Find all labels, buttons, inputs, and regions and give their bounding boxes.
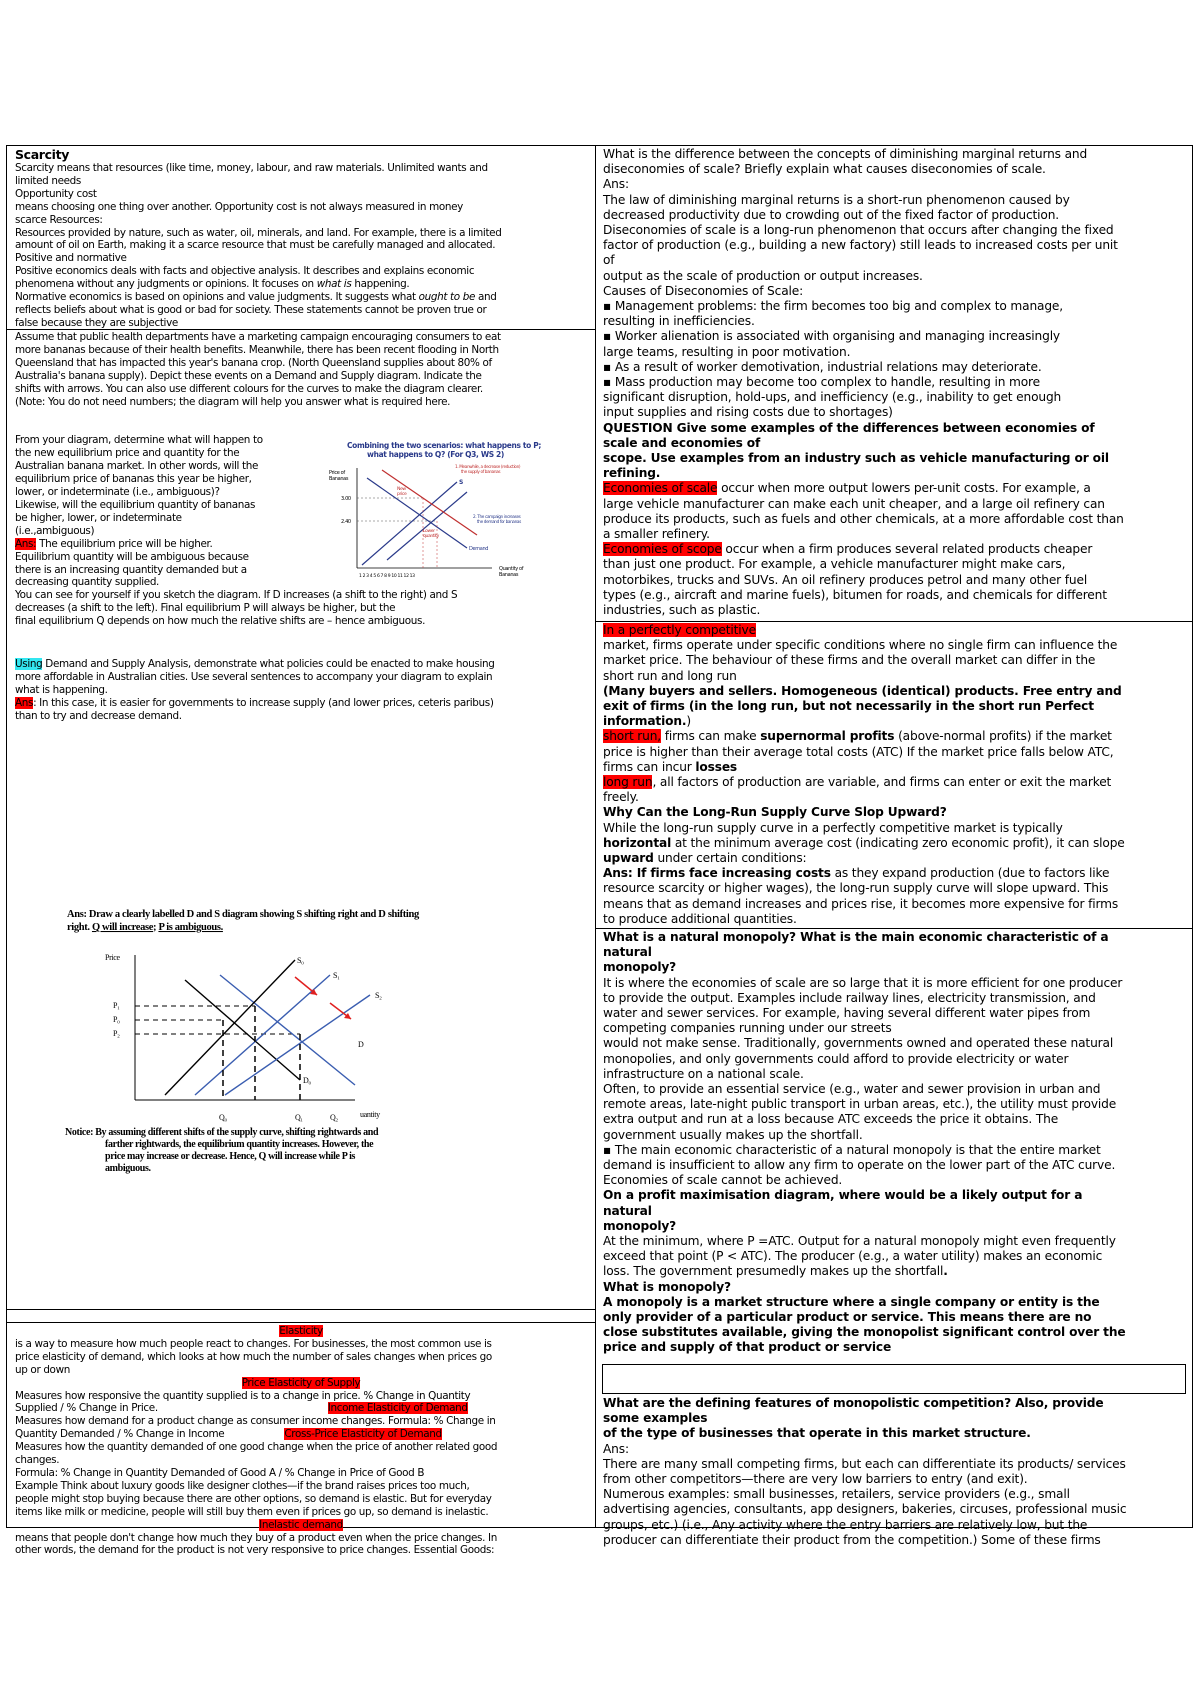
question-heading: On a profit maximisation diagram, where would be a likely output for a [603, 1188, 1083, 1203]
elasticity-block [7, 1322, 595, 1557]
text-line: Equilibrium quantity will be ambiguous because [15, 550, 249, 563]
question-heading: What is monopoly? [603, 1279, 731, 1294]
text-line: significant disruption, hold-ups, and inefficiency (e.g., inability to get enough [603, 390, 1062, 405]
text-line: limited needs [15, 174, 81, 187]
text-line: up or down [15, 1363, 70, 1376]
text-line: Ans: In this case, it is easier for governments to increase supply (and lower prices, ceteris paribus) [15, 696, 494, 709]
text-line: Example Think about luxury goods like designer clothes—if the brand raises prices too much, [15, 1479, 470, 1492]
using-highlight: Using [15, 658, 43, 671]
svg-text:Q₁: Q₁ [295, 1113, 303, 1122]
svg-text:quantity: quantity [423, 534, 439, 539]
text-line: Australia's banana supply). Depict these events on a Demand and Supply diagram. Indicate the [15, 369, 482, 382]
supply-demand-section [7, 329, 595, 1322]
text-line: monopolies, and only governments could afford to provide electricity or water [603, 1051, 1069, 1066]
text-line: there is an increasing quantity demanded but a [15, 563, 247, 576]
text-line: from other competitors—there are very low barriers to entry (and exit). [603, 1472, 1028, 1487]
text-line: remote areas, late-night public transport in urban areas, etc.), the utility must provide [603, 1097, 1117, 1112]
natural-monopoly-section [596, 928, 1192, 1362]
text-line: Queensland that has impacted this year's banana crop. (North Queensland supplies about 80% of [15, 356, 492, 369]
bold-line: only provider of a particular product or service. This means there are no [603, 1310, 1092, 1325]
text-line: Positive economics deals with facts and objective analysis. It describes and explains economic [15, 265, 475, 278]
text-line: what is happening. [15, 683, 108, 696]
bold-line: (Many buyers and sellers. Homogeneous (identical) products. Free entry and [603, 683, 1122, 698]
text-line: water and sewer services. For example, having several different water pipes from [603, 1006, 1091, 1021]
question-heading: refining. [603, 466, 661, 481]
notes-page [6, 145, 1193, 1557]
text-line: scarce Resources: [15, 213, 103, 226]
text-line: Ans: [603, 177, 629, 192]
question-heading: of the type of businesses that operate in this market structure. [603, 1426, 1031, 1441]
text-line: other words, the demand for the product is not very responsive to price changes. Essential Goods: [15, 1544, 495, 1557]
monopolistic-competition-section [596, 1396, 1192, 1596]
text-line: market price. The behaviour of these firms and the overall market can differ in the [603, 653, 1096, 668]
short-run-label: short run, [603, 729, 662, 744]
text-line: Economies of scale cannot be achieved. [603, 1173, 843, 1188]
text-line: Measures how responsive the quantity supplied is to a change in price. % Change in Quantity [15, 1389, 471, 1402]
text-line: Often, to provide an essential service (e.g., water and sewer provision in urban and [603, 1082, 1101, 1097]
text-line: the new equilibrium price and quantity for the [15, 447, 240, 460]
text-line: competing companies running under our streets [603, 1021, 892, 1036]
text-line: It is where the economies of scale are so large that it is more efficient for one producer [603, 975, 1123, 990]
text-line: Economies of scope occur when a firm produces several related products cheaper [603, 542, 1093, 557]
bold-line: exit of firms (in the long run, but not necessarily in the short run Perfect [603, 699, 1094, 714]
text-line: means choosing one thing over another. Opportunity cost is not always measured in money [15, 200, 463, 213]
text-line: From your diagram, determine what will happen to [15, 434, 263, 447]
text-line: extra output and run at a loss because ATC exceeds the price it obtains. The [603, 1112, 1059, 1127]
text-line: horizontal at the minimum average cost (indicating zero economic profit), it can slope [603, 835, 1125, 850]
text-line: factor of production (e.g., building a new factory) still leads to increased costs per unit [603, 238, 1118, 253]
text-line: Ans: If firms face increasing costs as they expand production (due to factors like [603, 866, 1110, 881]
text-line: more affordable in Australian cities. Use several sentences to accompany your diagram to explain [15, 670, 493, 683]
text-line: items like milk or medicine, people will still buy them even if prices go up, so demand is inelastic. [15, 1505, 489, 1518]
xed-title: Cross-Price Elasticity of Demand [284, 1428, 442, 1441]
text-line: diseconomies of scale? Briefly explain what causes diseconomies of scale. [603, 162, 1046, 177]
text-line: (Note: You do not need numbers; the diagram will help you answer what is required here. [15, 395, 451, 408]
economies-of-scale-label: Economies of scale [603, 481, 718, 496]
positive-normative-heading: Positive and normative [15, 252, 127, 265]
text-line: Measures how the quantity demanded of one good change when the price of another related good [15, 1441, 498, 1454]
text-line: motorbikes, trucks and SUVs. An oil refinery produces petrol and many other fuel [603, 572, 1088, 587]
text-line: short run and long run [603, 668, 737, 683]
bold-line: price and supply of that product or service [603, 1340, 892, 1355]
text-line: Causes of Diseconomies of Scale: [603, 283, 804, 298]
svg-text:Demand: Demand [469, 546, 489, 552]
text-line: exceed that point (P < ATC). The producer (e.g., a water utility) makes an economic [603, 1249, 1103, 1264]
question-heading: monopoly? [603, 960, 677, 975]
text-line: Normative economics is based on opinions and value judgments. It suggests what ought to be and [15, 291, 497, 304]
svg-text:Quantity of: Quantity of [499, 566, 524, 572]
text-line: produce its products, such as fuels and other chemicals, at a more affordable cost than [603, 511, 1124, 526]
question-heading: Why Can the Long-Run Supply Curve Slop Upward? [603, 805, 947, 820]
text-line: infrastructure on a national scale. [603, 1066, 804, 1081]
text-line: Supplied / % Change in Price. Income Elasticity of Demand [15, 1402, 468, 1415]
text-line: lower, or indeterminate (i.e., ambiguous)? [15, 486, 220, 499]
text-line: Resources provided by nature, such as water, oil, minerals, and land. For example, there is a limited [15, 226, 502, 239]
svg-text:D: D [358, 1040, 364, 1049]
figure-title: Combining the two scenarios: what happens to P; [347, 441, 541, 450]
text-line: to produce additional quantities. [603, 911, 797, 926]
text-line: long run, all factors of production are variable, and firms can enter or exit the market [603, 775, 1112, 790]
text-line: Ans: [603, 1441, 629, 1456]
text-line: At the minimum, where P =ATC. Output for a natural monopoly might even frequently [603, 1234, 1116, 1249]
right-column [596, 146, 1192, 1547]
text-line: people might stop buying because there are other options, so demand is elastic. But for everyday [15, 1492, 492, 1505]
text-line: decreasing quantity supplied. [15, 576, 160, 589]
perfect-competition-section [596, 621, 1192, 928]
text-line: decreases (a shift to the left). Final equilibrium P will always be higher, but the [15, 602, 396, 615]
text-line: more bananas because of their health benefits. Meanwhile, there has been recent flooding in North [15, 343, 499, 356]
svg-text:uantity: uantity [360, 1110, 380, 1119]
question-heading: natural [603, 1203, 652, 1218]
text-line: a smaller refinery. [603, 527, 710, 542]
svg-text:S₂: S₂ [375, 991, 382, 1000]
text-line: short run, firms can make supernormal profits (above-normal profits) if the market [603, 729, 1112, 744]
text-line: Formula: % Change in Quantity Demanded of Good A / % Change in Price of Good B [15, 1466, 425, 1479]
yed-title: Income Elasticity of Demand [327, 1402, 468, 1415]
ans-label: Ans [15, 696, 34, 709]
text-line: upward under certain conditions: [603, 851, 807, 866]
text-line: decreased productivity due to crowding out of the fixed factor of production. [603, 207, 1060, 222]
text-line: means that as demand increases and prices rise, it becomes more expensive for firms [603, 896, 1119, 911]
text-line: ▪ Mass production may become too complex to handle, resulting in more [603, 375, 1040, 390]
text-line: to provide the output. Examples include railway lines, electricity transmission, and [603, 990, 1096, 1005]
text-line: firms can incur losses [603, 759, 738, 774]
svg-text:2.40: 2.40 [341, 519, 351, 525]
question-heading: monopoly? [603, 1218, 677, 1233]
text-line: output as the scale of production or output increases. [603, 268, 923, 283]
figure-title: what happens to Q? (For Q3, WS 2) [367, 450, 504, 459]
text-line: Economies of scale occur when more output lowers per-unit costs. For example, a [603, 481, 1091, 496]
text-line: price is higher than their average total costs (ATC) If the market price falls below ATC, [603, 744, 1114, 759]
elasticity-title: Elasticity [279, 1325, 323, 1337]
pes-title: Price Elasticity of Supply [241, 1376, 361, 1389]
text-line: means that people don't change how much they buy of a product even when the price changes. In [15, 1531, 497, 1544]
empty-text-box[interactable] [602, 1364, 1186, 1394]
long-run-label: long run [603, 775, 653, 790]
opportunity-cost-heading: Opportunity cost [15, 187, 97, 200]
svg-text:1. Meanwhile, a decrease (redu: 1. Meanwhile, a decrease (reduction) [455, 464, 521, 469]
svg-text:Price of: Price of [329, 470, 345, 476]
text-line: ▪ As a result of worker demotivation, industrial relations may deteriorate. [603, 359, 1042, 374]
svg-text:P₂: P₂ [113, 1029, 120, 1038]
text-line: advertising agencies, consultants, app designers, bakeries, circuses, professional music [603, 1502, 1127, 1517]
text-line: The law of diminishing marginal returns is a short-run phenomenon caused by [603, 192, 1070, 207]
text-line: Scarcity means that resources (like time, money, labour, and raw materials. Unlimited wants and [15, 162, 488, 174]
text-line: false because they are subjective [15, 316, 178, 329]
text-line: be higher, lower, or indeterminate [15, 511, 182, 524]
text-line: government usually makes up the shortfall. [603, 1127, 863, 1142]
svg-text:price: price [397, 492, 407, 497]
text-line: demand is insufficient to allow any firm to operate on the lower part of the ATC curve. [603, 1158, 1116, 1173]
text-line: would not make sense. Traditionally, governments owned and operated these natural [603, 1036, 1114, 1051]
text-line: Measures how demand for a product change as consumer income changes. Formula: % Change in [15, 1415, 496, 1428]
left-column [7, 146, 596, 1527]
svg-text:Q₂: Q₂ [330, 1113, 338, 1122]
svg-text:New: New [397, 487, 406, 492]
text-line: is a way to measure how much people react to changes. For businesses, the most common use is [15, 1337, 492, 1350]
svg-text:Q₀: Q₀ [219, 1113, 227, 1122]
text-line: input supplies and rising costs due to shortages) [603, 405, 893, 420]
svg-text:Price: Price [105, 953, 120, 962]
text-line: industries, such as plastic. [603, 603, 761, 618]
banana-supply-demand-figure [327, 440, 563, 590]
text-line: phenomena without any judgments or opinions. It focuses on what is happening. [15, 278, 410, 291]
figure-notice: Notice: By assuming different shifts of the supply curve, shifting rightwards and [65, 1127, 379, 1138]
text-line: loss. The government presumedly makes up the shortfall. [603, 1264, 948, 1279]
text-line: market, firms operate under specific conditions where no single firm can influence the [603, 638, 1118, 653]
text-line: Likewise, will the equilibrium quantity of bananas [15, 498, 256, 511]
text-line: Assume that public health departments have a marketing campaign encouraging consumers to eat [15, 331, 501, 343]
question-heading: What is a natural monopoly? What is the main economic characteristic of a [603, 930, 1109, 944]
text-line: Numerous examples: small businesses, retailers, service providers (e.g., small [603, 1487, 1070, 1502]
text-line: Diseconomies of scale is a long-run phenomenon that occurs after changing the fixed [603, 223, 1114, 238]
text-line: than to try and decrease demand. [15, 709, 182, 722]
text-line: reflects beliefs about what is good or bad for society. These statements cannot be proven true or [15, 303, 487, 316]
text-line: resulting in inefficiencies. [603, 314, 755, 329]
text-line: equilibrium price of bananas this year be higher, [15, 473, 252, 486]
figure-heading: Ans: Draw a clearly labelled D and S diagram showing S shifting right and D shifting [67, 909, 419, 920]
svg-text:3.00: 3.00 [341, 496, 351, 502]
svg-text:P₀: P₀ [113, 1015, 120, 1024]
text-line: final equilibrium Q depends on how much the relative shifts are – hence ambiguous. [15, 615, 426, 628]
question-heading: What are the defining features of monopolistic competition? Also, provide [603, 1396, 1104, 1410]
figure-heading: right. Q will increase; P is ambiguous. [67, 922, 223, 933]
housing-supply-demand-figure [55, 905, 495, 1175]
svg-text:S₀: S₀ [297, 956, 304, 965]
question-heading: natural [603, 945, 652, 960]
text-line: While the long-run supply curve in a perfectly competitive market is typically [603, 820, 1063, 835]
text-line: You can see for yourself if you sketch the diagram. If D increases (a shift to the right) and S [15, 589, 458, 602]
text-line: Australian banana market. In other words, will the [15, 460, 259, 473]
inelastic-title: Inelastic demand [259, 1518, 343, 1531]
question-heading: some examples [603, 1411, 708, 1426]
scarcity-section [7, 146, 595, 329]
svg-text:1 2 3 4 5 6 7 8 9 10: 1 2 3 4 5 6 7 8 9 10 11 12 13 [359, 574, 415, 579]
text-line: of [603, 253, 615, 268]
question-heading: QUESTION Give some examples of the differences between economies of [603, 420, 1095, 435]
svg-text:S: S [459, 479, 463, 486]
text-line: (i.e.,ambiguous) [15, 524, 95, 537]
text-line: types (e.g., aircraft and marine fuels), bitumen for roads, and chemicals for different [603, 587, 1107, 602]
figure-notice: ambiguous. [105, 1163, 151, 1174]
text-line: changes. [15, 1454, 60, 1467]
ans-label: Ans: [15, 537, 37, 550]
question-heading: scale and economies of [603, 435, 761, 450]
question-heading: scope. Use examples from an industry such as vehicle manufacturing or oil [603, 451, 1109, 466]
text-line: large vehicle manufacturer can make each unit cheaper, and a large oil refinery can [603, 496, 1105, 511]
svg-text:P₁: P₁ [113, 1001, 120, 1010]
text-line: producer can differentiate their product from the competition.) Some of these firms [603, 1532, 1101, 1547]
text-line: information.) [603, 714, 691, 729]
svg-text:Bananas: Bananas [329, 476, 349, 482]
svg-text:D₀: D₀ [303, 1076, 311, 1085]
text-line: freely. [603, 790, 639, 805]
text-line: shifts with arrows. You can also use different colours for the curves to make the diagram clearer. [15, 382, 483, 395]
text-line: price elasticity of demand, which looks at how much the number of sales changes when prices go [15, 1350, 492, 1363]
text-line: than just one product. For example, a vehicle manufacturer might make cars, [603, 557, 1066, 572]
bold-line: close substitutes available, giving the monopolist significant control over the [603, 1325, 1126, 1340]
svg-text:Lower: Lower [423, 529, 435, 534]
scarcity-title: Scarcity [15, 147, 70, 162]
bold-line: A monopoly is a market structure where a single company or entity is the [603, 1294, 1100, 1309]
text-line: Quantity Demanded / % Change in Income Cross-Price Elasticity of Demand [15, 1428, 442, 1441]
svg-text:Bananas: Bananas [499, 572, 519, 578]
diseconomies-section [596, 146, 1192, 621]
economies-of-scope-label: Economies of scope [603, 542, 722, 557]
svg-text:2. The campaign increases: 2. The campaign increases [473, 514, 521, 519]
text-line: amount of oil on Earth, making it a scarce resource that must be carefully managed and allocated. [15, 239, 496, 252]
svg-text:S₁: S₁ [333, 971, 340, 980]
svg-text:the demand for bananas: the demand for bananas [477, 519, 521, 524]
figure-notice: farther rightwards, the equilibrium quantity increases. However, the [105, 1139, 374, 1150]
text-line: Ans: The equilibrium price will be higher. [15, 537, 213, 550]
text-line: Using Demand and Supply Analysis, demonstrate what policies could be enacted to make housing [15, 658, 495, 671]
text-line: ▪ Management problems: the firm becomes too big and complex to manage, [603, 299, 1064, 314]
perfect-competition-label: In a perfectly competitive [603, 623, 756, 637]
text-line: large teams, resulting in poor motivation. [603, 344, 851, 359]
text-line: What is the difference between the concepts of diminishing marginal returns and [603, 147, 1088, 161]
svg-text:the supply of bananas: the supply of bananas [461, 469, 501, 474]
text-line: ▪ Worker alienation is associated with organising and managing increasingly [603, 329, 1060, 344]
figure-notice: price may increase or decrease. Hence, Q will increase while P is [105, 1151, 356, 1162]
text-line: ▪ The main economic characteristic of a natural monopoly is that the entire market [603, 1142, 1101, 1157]
text-line: resource scarcity or higher wages), the long-run supply curve will slope upward. This [603, 881, 1109, 896]
text-line: groups, etc.) (i.e., Any activity where the entry barriers are relatively low, but the [603, 1517, 1088, 1532]
text-line: There are many small competing firms, but each can differentiate its products/ services [603, 1456, 1126, 1471]
